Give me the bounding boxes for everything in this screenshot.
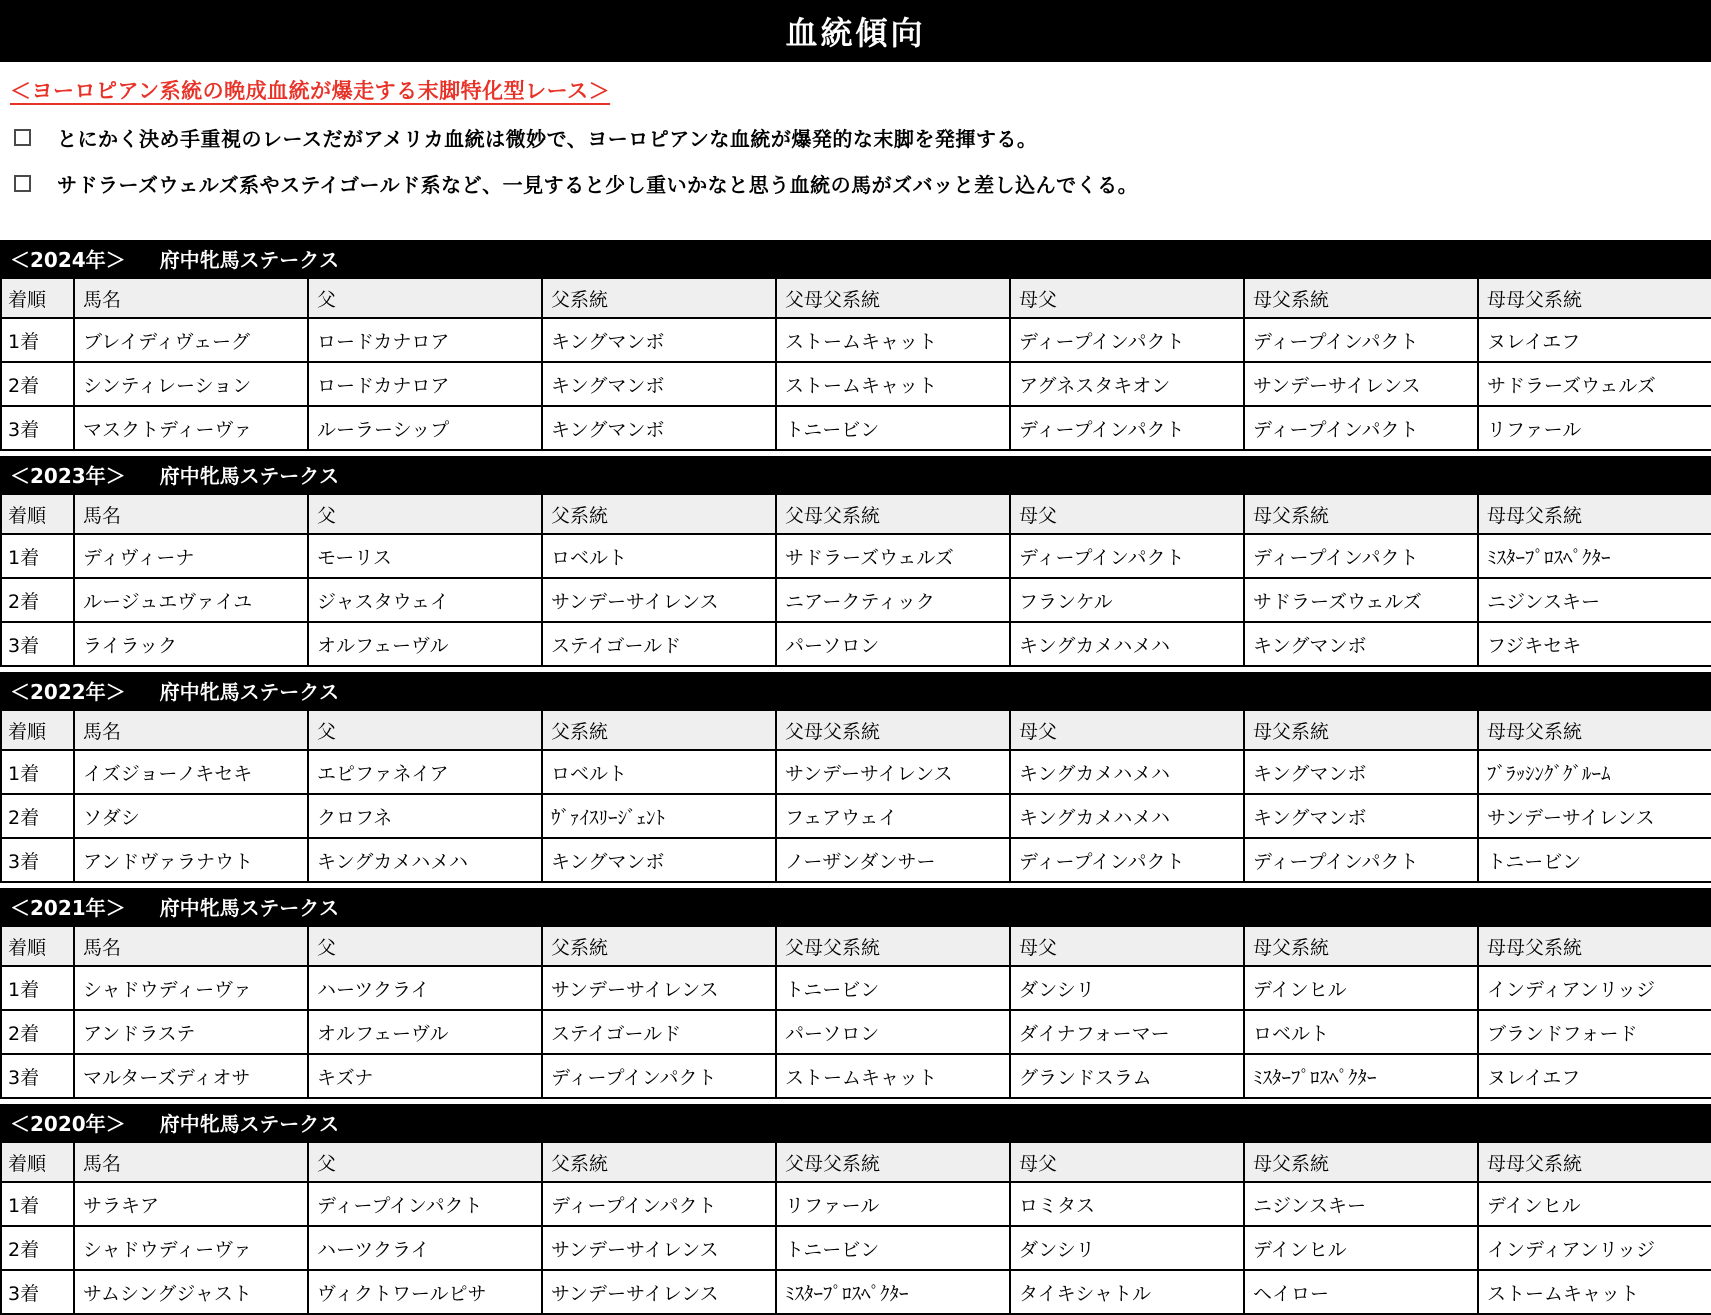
cell-rank: 3着 (1, 406, 74, 450)
section-bar (0, 456, 1711, 493)
column-header-rank: 着順 (1, 278, 74, 318)
column-header-dam-sire: 母父 (1010, 926, 1244, 966)
cell-horse-name: ライラック (74, 622, 308, 666)
cell-horse-name: シャドウディーヴァ (74, 1226, 308, 1270)
cell-dam-dam-sire-line: ヌレイエフ (1478, 1054, 1711, 1098)
cell-dam-sire: ダイナフォーマー (1010, 1010, 1244, 1054)
cell-horse-name: ソダシ (74, 794, 308, 838)
cell-horse-name: シャドウディーヴァ (74, 966, 308, 1010)
cell-sire-line: キングマンボ (542, 318, 776, 362)
column-header-rank: 着順 (1, 494, 74, 534)
cell-sire-dam-sire-line: トニービン (776, 1226, 1010, 1270)
column-header-dam-dam-sire-line: 母母父系統 (1478, 710, 1711, 750)
cell-sire-line: サンデーサイレンス (542, 1226, 776, 1270)
cell-dam-sire: ディープインパクト (1010, 838, 1244, 882)
column-header-sire-line: 父系統 (542, 710, 776, 750)
cell-dam-dam-sire-line: トニービン (1478, 838, 1711, 882)
cell-sire: オルフェーヴル (308, 1010, 542, 1054)
table-row (1, 622, 1711, 666)
cell-dam-dam-sire-line: デインヒル (1478, 1182, 1711, 1226)
pedigree-table (0, 1141, 1711, 1315)
header-row (1, 1142, 1711, 1182)
cell-sire: キングカメハメハ (308, 838, 542, 882)
cell-dam-sire-line: キングマンボ (1244, 622, 1478, 666)
column-header-dam-sire: 母父 (1010, 278, 1244, 318)
cell-sire-line: サンデーサイレンス (542, 1270, 776, 1314)
cell-sire: オルフェーヴル (308, 622, 542, 666)
cell-horse-name: マスクトディーヴァ (74, 406, 308, 450)
bullet-item (10, 169, 1699, 198)
cell-dam-sire-line: キングマンボ (1244, 794, 1478, 838)
year-sections (0, 240, 1711, 1315)
section-bar (0, 1104, 1711, 1141)
column-header-dam-sire: 母父 (1010, 710, 1244, 750)
cell-sire-line: キングマンボ (542, 838, 776, 882)
cell-dam-sire-line: ロベルト (1244, 1010, 1478, 1054)
cell-rank: 2着 (1, 1226, 74, 1270)
cell-rank: 1着 (1, 534, 74, 578)
cell-rank: 2着 (1, 1010, 74, 1054)
cell-dam-sire: タイキシャトル (1010, 1270, 1244, 1314)
cell-sire-dam-sire-line: ストームキャット (776, 1054, 1010, 1098)
year-section (0, 456, 1711, 667)
cell-dam-dam-sire-line: ニジンスキー (1478, 578, 1711, 622)
cell-sire-line: サンデーサイレンス (542, 578, 776, 622)
cell-dam-sire-line: デインヒル (1244, 1226, 1478, 1270)
cell-rank: 3着 (1, 622, 74, 666)
cell-horse-name: アンドラステ (74, 1010, 308, 1054)
cell-dam-sire-line: サドラーズウェルズ (1244, 578, 1478, 622)
cell-sire: クロフネ (308, 794, 542, 838)
column-header-rank: 着順 (1, 926, 74, 966)
cell-rank: 1着 (1, 750, 74, 794)
cell-dam-sire-line: サンデーサイレンス (1244, 362, 1478, 406)
column-header-dam-sire: 母父 (1010, 494, 1244, 534)
cell-sire-dam-sire-line: リファール (776, 1182, 1010, 1226)
cell-dam-sire: キングカメハメハ (1010, 622, 1244, 666)
column-header-sire-dam-sire-line: 父母父系統 (776, 710, 1010, 750)
cell-horse-name: イズジョーノキセキ (74, 750, 308, 794)
cell-dam-sire: ダンシリ (1010, 966, 1244, 1010)
document-title-bar (0, 0, 1711, 62)
race-name: 府中牝馬ステークス (159, 896, 340, 920)
cell-dam-sire: ロミタス (1010, 1182, 1244, 1226)
column-header-dam-dam-sire-line: 母母父系統 (1478, 926, 1711, 966)
cell-dam-sire-line: ﾐｽﾀｰﾌﾟﾛｽﾍﾟｸﾀｰ (1244, 1054, 1478, 1098)
table-row (1, 318, 1711, 362)
header-row (1, 926, 1711, 966)
column-header-sire: 父 (308, 1142, 542, 1182)
cell-sire: ロードカナロア (308, 362, 542, 406)
pedigree-table (0, 709, 1711, 883)
race-name: 府中牝馬ステークス (159, 248, 340, 272)
cell-sire-dam-sire-line: サンデーサイレンス (776, 750, 1010, 794)
table-row (1, 534, 1711, 578)
year-label: ＜2021年＞ (10, 896, 126, 920)
cell-dam-sire-line: ディープインパクト (1244, 838, 1478, 882)
cell-sire-dam-sire-line: トニービン (776, 406, 1010, 450)
cell-sire-dam-sire-line: パーソロン (776, 1010, 1010, 1054)
cell-dam-sire: フランケル (1010, 578, 1244, 622)
cell-rank: 2着 (1, 362, 74, 406)
cell-horse-name: ブレイディヴェーグ (74, 318, 308, 362)
column-header-horse-name: 馬名 (74, 494, 308, 534)
cell-horse-name: ルージュエヴァイユ (74, 578, 308, 622)
cell-dam-sire-line: デインヒル (1244, 966, 1478, 1010)
cell-sire-dam-sire-line: ストームキャット (776, 318, 1010, 362)
cell-dam-dam-sire-line: フジキセキ (1478, 622, 1711, 666)
cell-sire-line: サンデーサイレンス (542, 966, 776, 1010)
cell-dam-sire-line: ディープインパクト (1244, 318, 1478, 362)
cell-dam-sire: ディープインパクト (1010, 534, 1244, 578)
pedigree-table (0, 925, 1711, 1099)
table-row (1, 838, 1711, 882)
table-row (1, 1010, 1711, 1054)
year-label: ＜2023年＞ (10, 464, 126, 488)
column-header-dam-sire-line: 母父系統 (1244, 494, 1478, 534)
year-label: ＜2022年＞ (10, 680, 126, 704)
table-row (1, 362, 1711, 406)
cell-sire-line: ロベルト (542, 534, 776, 578)
cell-rank: 3着 (1, 1270, 74, 1314)
column-header-dam-sire-line: 母父系統 (1244, 710, 1478, 750)
column-header-sire-dam-sire-line: 父母父系統 (776, 1142, 1010, 1182)
column-header-sire: 父 (308, 926, 542, 966)
intro-heading: ＜ヨーロピアン系統の晩成血統が爆走する末脚特化型レース＞ (10, 79, 611, 103)
cell-dam-dam-sire-line: ストームキャット (1478, 1270, 1711, 1314)
bullet-text: サドラーズウェルズ系やステイゴールド系など、一見すると少し重いかなと思う血統の馬がズバッと差し込んでくる。 (57, 173, 1139, 197)
race-name: 府中牝馬ステークス (159, 464, 340, 488)
cell-sire: ロードカナロア (308, 318, 542, 362)
cell-sire-dam-sire-line: トニービン (776, 966, 1010, 1010)
cell-sire: ハーツクライ (308, 1226, 542, 1270)
cell-sire: ハーツクライ (308, 966, 542, 1010)
cell-dam-sire-line: ヘイロー (1244, 1270, 1478, 1314)
section-bar (0, 672, 1711, 709)
table-row (1, 794, 1711, 838)
year-label: ＜2024年＞ (10, 248, 126, 272)
pedigree-table (0, 277, 1711, 451)
column-header-sire: 父 (308, 278, 542, 318)
cell-dam-sire: ディープインパクト (1010, 318, 1244, 362)
header-row (1, 278, 1711, 318)
cell-sire-line: ステイゴールド (542, 622, 776, 666)
cell-dam-sire: アグネスタキオン (1010, 362, 1244, 406)
cell-dam-sire-line: ディープインパクト (1244, 406, 1478, 450)
cell-horse-name: サムシングジャスト (74, 1270, 308, 1314)
section-bar (0, 888, 1711, 925)
cell-rank: 3着 (1, 1054, 74, 1098)
column-header-rank: 着順 (1, 1142, 74, 1182)
cell-horse-name: ディヴィーナ (74, 534, 308, 578)
cell-dam-dam-sire-line: ﾌﾞﾗｯｼﾝｸﾞｸﾞﾙｰﾑ (1478, 750, 1711, 794)
column-header-sire-line: 父系統 (542, 926, 776, 966)
pedigree-table (0, 493, 1711, 667)
column-header-sire-line: 父系統 (542, 1142, 776, 1182)
cell-dam-sire: ダンシリ (1010, 1226, 1244, 1270)
cell-dam-dam-sire-line: ﾐｽﾀｰﾌﾟﾛｽﾍﾟｸﾀｰ (1478, 534, 1711, 578)
column-header-dam-sire-line: 母父系統 (1244, 926, 1478, 966)
page-title: 血統傾向 (785, 14, 926, 52)
header-row (1, 494, 1711, 534)
cell-dam-sire-line: ニジンスキー (1244, 1182, 1478, 1226)
race-name: 府中牝馬ステークス (159, 680, 340, 704)
cell-horse-name: マルターズディオサ (74, 1054, 308, 1098)
cell-dam-dam-sire-line: サドラーズウェルズ (1478, 362, 1711, 406)
cell-sire-line: キングマンボ (542, 362, 776, 406)
table-row (1, 1182, 1711, 1226)
cell-sire-line: ディープインパクト (542, 1182, 776, 1226)
cell-sire: モーリス (308, 534, 542, 578)
table-row (1, 966, 1711, 1010)
bullet-item (10, 123, 1699, 152)
column-header-sire: 父 (308, 710, 542, 750)
column-header-horse-name: 馬名 (74, 710, 308, 750)
cell-horse-name: アンドヴァラナウト (74, 838, 308, 882)
cell-sire-dam-sire-line: フェアウェイ (776, 794, 1010, 838)
column-header-dam-sire-line: 母父系統 (1244, 278, 1478, 318)
cell-sire-line: キングマンボ (542, 406, 776, 450)
column-header-dam-sire: 母父 (1010, 1142, 1244, 1182)
cell-sire-line: ｳﾞｧｲｽﾘｰｼﾞｪﾝﾄ (542, 794, 776, 838)
column-header-sire-line: 父系統 (542, 494, 776, 534)
cell-sire-dam-sire-line: ﾐｽﾀｰﾌﾟﾛｽﾍﾟｸﾀｰ (776, 1270, 1010, 1314)
year-section (0, 1104, 1711, 1315)
cell-sire: ルーラーシップ (308, 406, 542, 450)
cell-dam-dam-sire-line: インディアンリッジ (1478, 1226, 1711, 1270)
table-row (1, 1270, 1711, 1314)
checkbox-icon (14, 175, 31, 192)
cell-sire-line: ロベルト (542, 750, 776, 794)
table-row (1, 1226, 1711, 1270)
bullet-text: とにかく決め手重視のレースだがアメリカ血統は微妙で、ヨーロピアンな血統が爆発的な末脚を発揮する。 (57, 127, 1038, 151)
cell-horse-name: シンティレーション (74, 362, 308, 406)
table-row (1, 578, 1711, 622)
column-header-dam-sire-line: 母父系統 (1244, 1142, 1478, 1182)
column-header-sire-dam-sire-line: 父母父系統 (776, 278, 1010, 318)
column-header-horse-name: 馬名 (74, 278, 308, 318)
cell-rank: 2着 (1, 578, 74, 622)
cell-dam-dam-sire-line: サンデーサイレンス (1478, 794, 1711, 838)
column-header-dam-dam-sire-line: 母母父系統 (1478, 494, 1711, 534)
cell-horse-name: サラキア (74, 1182, 308, 1226)
year-section (0, 888, 1711, 1099)
table-row (1, 1054, 1711, 1098)
column-header-sire-line: 父系統 (542, 278, 776, 318)
table-row (1, 406, 1711, 450)
year-section (0, 672, 1711, 883)
cell-dam-dam-sire-line: インディアンリッジ (1478, 966, 1711, 1010)
cell-dam-sire: グランドスラム (1010, 1054, 1244, 1098)
cell-sire: ヴィクトワールピサ (308, 1270, 542, 1314)
column-header-horse-name: 馬名 (74, 1142, 308, 1182)
cell-dam-sire-line: ディープインパクト (1244, 534, 1478, 578)
cell-sire-line: ディープインパクト (542, 1054, 776, 1098)
column-header-rank: 着順 (1, 710, 74, 750)
checkbox-icon (14, 129, 31, 146)
column-header-dam-dam-sire-line: 母母父系統 (1478, 1142, 1711, 1182)
table-row (1, 750, 1711, 794)
cell-rank: 1着 (1, 318, 74, 362)
column-header-sire-dam-sire-line: 父母父系統 (776, 494, 1010, 534)
race-name: 府中牝馬ステークス (159, 1112, 340, 1136)
cell-rank: 3着 (1, 838, 74, 882)
cell-sire-dam-sire-line: ストームキャット (776, 362, 1010, 406)
header-row (1, 710, 1711, 750)
cell-sire: ジャスタウェイ (308, 578, 542, 622)
cell-sire-dam-sire-line: ニアークティック (776, 578, 1010, 622)
cell-sire: エピファネイア (308, 750, 542, 794)
cell-rank: 1着 (1, 1182, 74, 1226)
column-header-horse-name: 馬名 (74, 926, 308, 966)
cell-sire-line: ステイゴールド (542, 1010, 776, 1054)
cell-sire: キズナ (308, 1054, 542, 1098)
column-header-sire: 父 (308, 494, 542, 534)
cell-dam-sire: キングカメハメハ (1010, 750, 1244, 794)
section-bar (0, 240, 1711, 277)
cell-sire-dam-sire-line: ノーザンダンサー (776, 838, 1010, 882)
year-label: ＜2020年＞ (10, 1112, 126, 1136)
cell-dam-sire: ディープインパクト (1010, 406, 1244, 450)
year-section (0, 240, 1711, 451)
cell-dam-sire: キングカメハメハ (1010, 794, 1244, 838)
cell-dam-dam-sire-line: ヌレイエフ (1478, 318, 1711, 362)
cell-sire: ディープインパクト (308, 1182, 542, 1226)
cell-dam-dam-sire-line: リファール (1478, 406, 1711, 450)
column-header-sire-dam-sire-line: 父母父系統 (776, 926, 1010, 966)
cell-dam-dam-sire-line: ブランドフォード (1478, 1010, 1711, 1054)
cell-sire-dam-sire-line: パーソロン (776, 622, 1010, 666)
cell-rank: 2着 (1, 794, 74, 838)
cell-dam-sire-line: キングマンボ (1244, 750, 1478, 794)
column-header-dam-dam-sire-line: 母母父系統 (1478, 278, 1711, 318)
cell-rank: 1着 (1, 966, 74, 1010)
intro-block (0, 62, 1711, 198)
cell-sire-dam-sire-line: サドラーズウェルズ (776, 534, 1010, 578)
